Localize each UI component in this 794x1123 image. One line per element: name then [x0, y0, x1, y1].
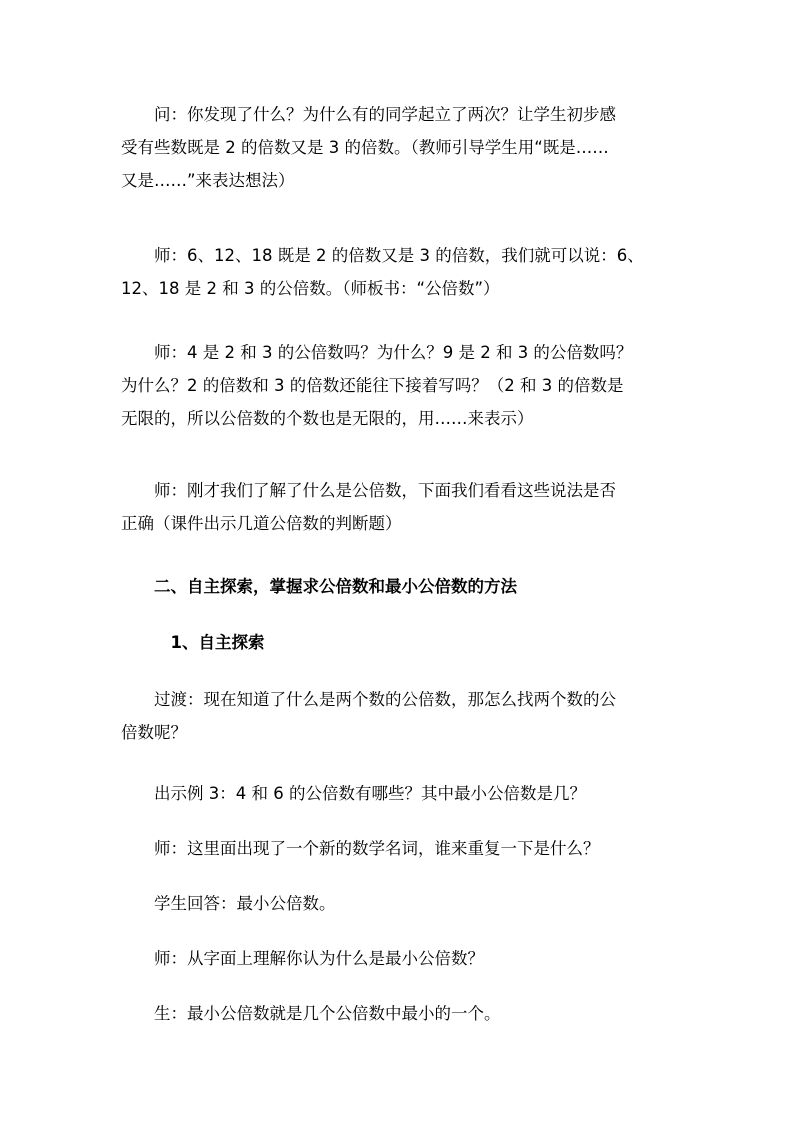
text-line: 生：最小公倍数就是几个公倍数中最小的一个。 [121, 1004, 501, 1023]
text-line: 师：从字面上理解你认为什么是最小公倍数？ [121, 949, 484, 968]
text-line: 师：6、12、18 既是 2 的倍数又是 3 的倍数，我们就可以说：6、 [121, 246, 644, 265]
text-line: 无限的，所以公倍数的个数也是无限的，用……来表示） [121, 409, 534, 428]
paragraph-lcm-definition [121, 997, 681, 1030]
text-line: 师：4 是 2 和 3 的公倍数吗？为什么？9 是 2 和 3 的公倍数吗？ [121, 343, 633, 362]
paragraph-literal-meaning [121, 942, 681, 975]
text-line: 师：刚才我们了解了什么是公倍数，下面我们看看这些说法是否 [121, 481, 616, 500]
text-line: 学生回答：最小公倍数。 [121, 894, 336, 913]
section-heading-text: 二、自主探索，掌握求公倍数和最小公倍数的方法 [121, 577, 517, 596]
text-line: 12、18 是 2 和 3 的公倍数。（师板书：“公倍数”） [121, 279, 500, 298]
paragraph-common-multiple-questions [121, 336, 681, 435]
section-heading [121, 570, 681, 603]
paragraph-judgement-exercise [121, 474, 681, 540]
text-line: 为什么？2 的倍数和 3 的倍数还能往下接着写吗？（2 和 3 的倍数是 [121, 376, 624, 395]
text-line: 倍数呢？ [121, 723, 187, 742]
text-line: 问：你发现了什么？为什么有的同学起立了两次？让学生初步感 [121, 105, 616, 124]
text-line: 受有些数既是 2 的倍数又是 3 的倍数。（教师引导学生用“既是…… [121, 138, 609, 157]
text-line: 又是……”来表达想法） [121, 171, 295, 190]
text-line: 出示例 3：4 和 6 的公倍数有哪些？其中最小公倍数是几？ [121, 784, 586, 803]
paragraph-new-term [121, 832, 681, 865]
paragraph-question-discovery [121, 98, 681, 197]
paragraph-example-3 [121, 777, 681, 810]
subsection-heading-text: 1、自主探索 [121, 633, 265, 652]
paragraph-transition [121, 683, 681, 749]
paragraph-common-multiple-definition [121, 239, 681, 305]
paragraph-student-answer [121, 887, 681, 920]
subsection-heading [121, 626, 681, 659]
text-line: 师：这里面出现了一个新的数学名词，谁来重复一下是什么？ [121, 839, 600, 858]
text-line: 过渡：现在知道了什么是两个数的公倍数，那怎么找两个数的公 [121, 690, 616, 709]
text-line: 正确（课件出示几道公倍数的判断题） [121, 514, 402, 533]
